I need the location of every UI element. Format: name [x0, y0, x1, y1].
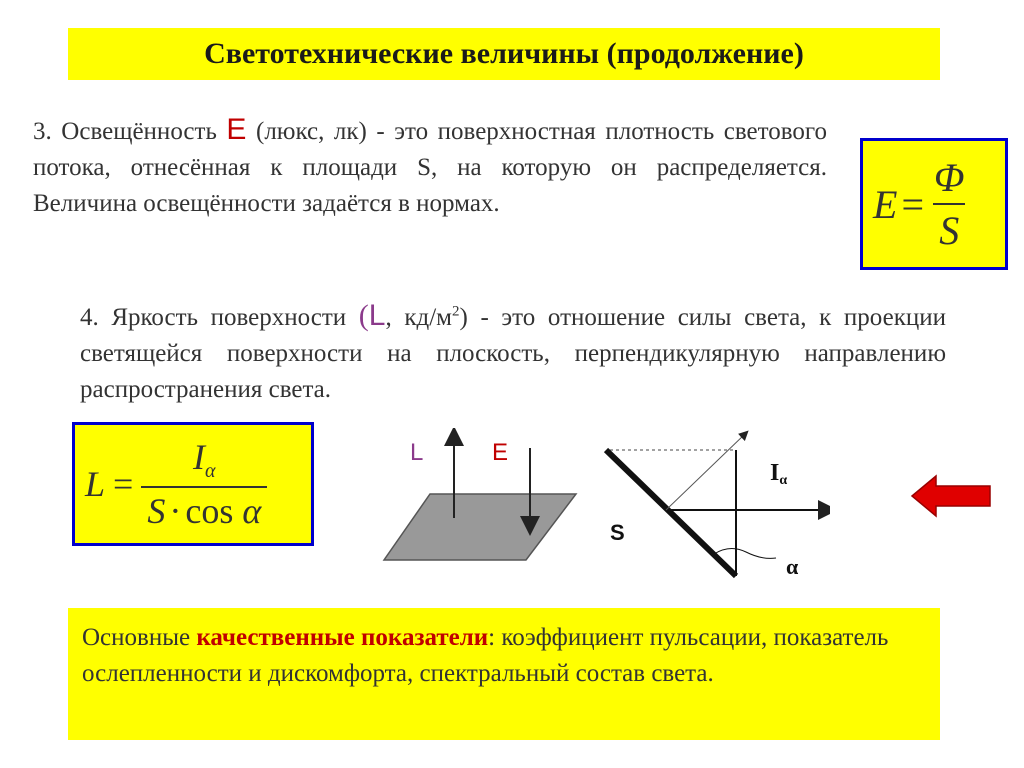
p3-before: 3. Освещённость — [33, 118, 227, 145]
formula-l-lhs: L — [85, 464, 106, 504]
incline-label-i: Iα — [770, 460, 788, 488]
formula-luminance — [72, 422, 314, 546]
intensity-arrow — [666, 434, 745, 510]
incline-label-s: S — [610, 520, 625, 545]
formula-e-den: S — [933, 203, 965, 254]
bottom-before: Основные — [82, 624, 197, 651]
p4-before: 4. Яркость поверхности — [80, 304, 359, 331]
angle-arc — [714, 548, 776, 558]
formula-l-den-dot: · — [169, 490, 182, 531]
red-left-arrow-shape — [912, 476, 990, 516]
plane-label-e: E — [492, 439, 509, 466]
quality-indicators-box — [68, 608, 940, 740]
p3-symbol-e: E — [226, 113, 247, 146]
paragraph-illuminance — [33, 112, 827, 222]
formula-e-fraction — [928, 154, 970, 254]
slide-title — [68, 28, 940, 80]
plane-diagram — [380, 428, 580, 568]
formula-l-num-i: I — [193, 437, 206, 478]
p4-unit: , кд/м — [385, 304, 453, 331]
p3-after: (люкс, лк) - это поверхностная плотность светового потока, отнесённая к площади S, на которую он распределяется. Величина освещённости задаётся в нормах. — [33, 118, 827, 217]
formula-l-den-s: S — [147, 490, 166, 531]
formula-l-den-alpha: α — [242, 490, 262, 531]
p4-after: ) - это отношение силы света, к проекции светящейся поверхности на плоскость, перпендикулярную направлению распространения света. — [80, 304, 946, 403]
formula-l-den-cos: cos — [185, 490, 234, 531]
surface-plane — [384, 494, 576, 560]
slide-title-text: Светотехнические величины (продолжение) — [204, 37, 804, 70]
formula-l-den — [141, 486, 267, 532]
inclined-surface — [606, 450, 736, 576]
formula-l-eq: = — [113, 464, 134, 504]
formula-l-fraction — [141, 436, 267, 531]
paragraph-luminance — [80, 298, 946, 408]
incline-label-alpha: α — [786, 554, 799, 579]
bottom-after: : коэффициент пульсации, показатель ослепленности и дискомфорта, спектральный состав света. — [82, 624, 889, 687]
plane-label-l: L — [410, 439, 424, 466]
formula-l-num — [187, 436, 222, 485]
red-left-arrow-icon[interactable] — [910, 474, 994, 518]
p4-unit-sup: 2 — [452, 303, 460, 320]
formula-illuminance — [860, 138, 1008, 270]
p4-symbol-l: L — [368, 299, 386, 332]
formula-e-eq: = — [901, 181, 924, 227]
formula-e-lhs: E — [873, 181, 898, 227]
incline-diagram — [590, 428, 830, 588]
p4-open-paren: ( — [358, 299, 369, 332]
bottom-highlight: качественные показатели — [196, 624, 489, 651]
formula-l-num-sub: α — [205, 460, 216, 483]
formula-e-num: Φ — [934, 155, 965, 200]
